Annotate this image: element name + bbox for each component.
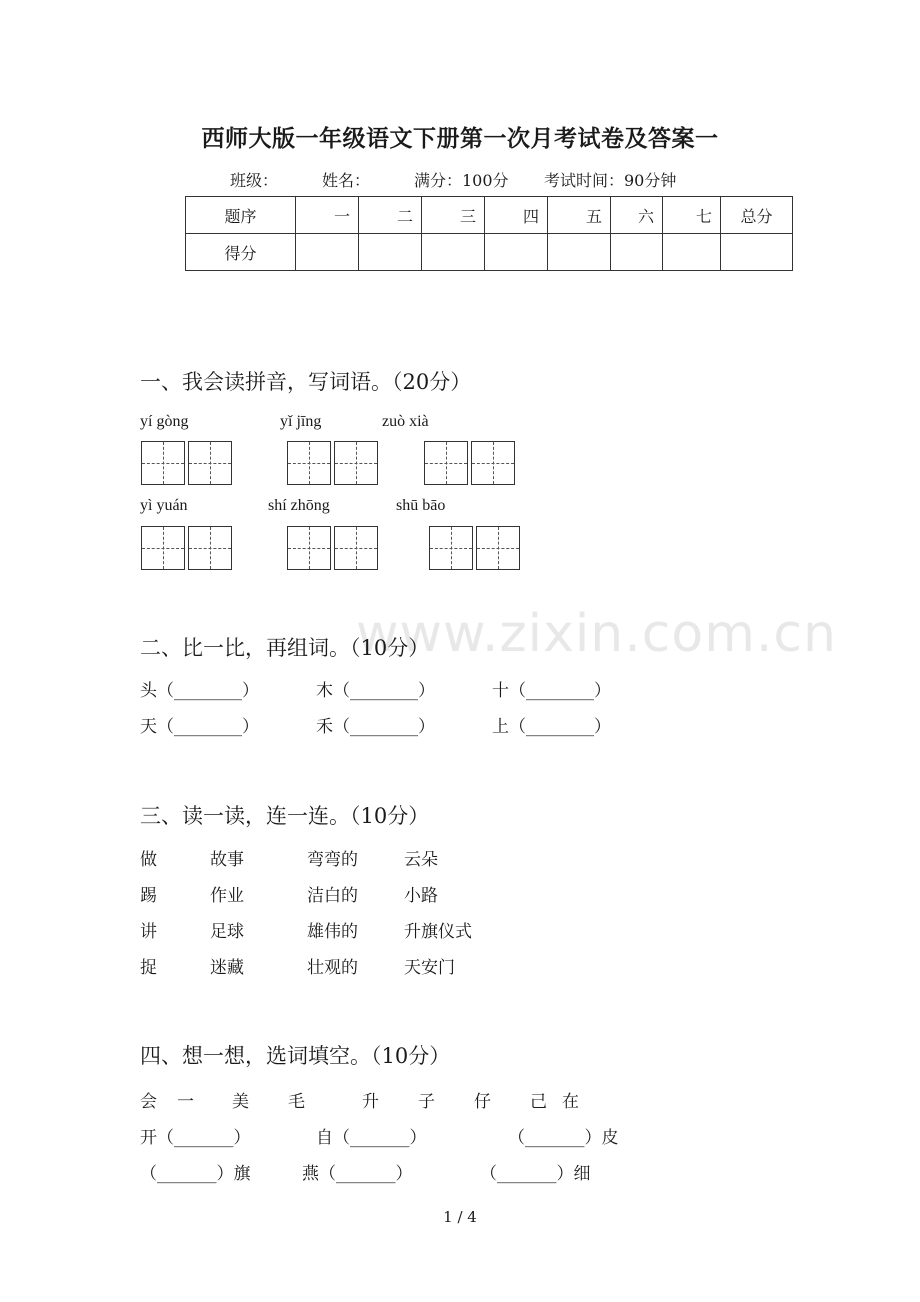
- class-label: 班级：: [230, 171, 279, 190]
- watermark: www.zixin.com.cn: [356, 604, 837, 664]
- pinyin-3: zuò xià: [382, 413, 429, 430]
- score-cell[interactable]: [485, 234, 548, 271]
- header-cell: 一: [296, 197, 359, 234]
- full-score: 满分：100分: [414, 171, 509, 190]
- fill-item[interactable]: 燕（_______）: [302, 1164, 413, 1184]
- writing-grid[interactable]: [188, 441, 232, 485]
- match-word[interactable]: 小路: [404, 886, 438, 906]
- header-cell: 四: [485, 197, 548, 234]
- match-word[interactable]: 云朵: [404, 850, 438, 870]
- name-label: 姓名：: [322, 171, 371, 190]
- writing-grid[interactable]: [141, 441, 185, 485]
- word-choice: 美: [232, 1092, 249, 1112]
- match-word[interactable]: 雄伟的: [307, 922, 358, 942]
- word-choice: 升: [362, 1092, 379, 1112]
- match-word[interactable]: 弯弯的: [307, 850, 358, 870]
- score-cell[interactable]: [422, 234, 485, 271]
- writing-grid[interactable]: [334, 526, 378, 570]
- pinyin-1: yí gòng: [140, 413, 189, 430]
- score-cell[interactable]: [359, 234, 422, 271]
- match-word[interactable]: 作业: [210, 886, 244, 906]
- match-word[interactable]: 捉: [140, 958, 157, 978]
- section4-heading: 四、想一想，选词填空。（10分）: [140, 1044, 451, 1068]
- match-word[interactable]: 洁白的: [307, 886, 358, 906]
- pinyin-5: shí zhōng: [268, 497, 330, 514]
- writing-grid[interactable]: [188, 526, 232, 570]
- compare-item[interactable]: 头（________）: [140, 681, 259, 701]
- match-word[interactable]: 讲: [140, 922, 157, 942]
- score-cell[interactable]: [548, 234, 611, 271]
- page-title: 西师大版一年级语文下册第一次月考试卷及答案一: [201, 125, 719, 152]
- score-cell[interactable]: [663, 234, 721, 271]
- pinyin-2: yǐ jīng: [280, 413, 322, 430]
- row-label: 得分: [186, 234, 296, 271]
- exam-time: 考试时间：90分钟: [544, 171, 677, 190]
- score-cell[interactable]: [296, 234, 359, 271]
- fill-item[interactable]: （_______）皮: [508, 1128, 619, 1148]
- compare-item[interactable]: 禾（________）: [316, 717, 435, 737]
- compare-item[interactable]: 木（________）: [316, 681, 435, 701]
- fill-item[interactable]: （_______）细: [480, 1164, 591, 1184]
- fill-item[interactable]: 开（_______）: [140, 1128, 251, 1148]
- pinyin-4: yì yuán: [140, 497, 188, 514]
- score-row: [186, 234, 793, 271]
- compare-item[interactable]: 天（________）: [140, 717, 259, 737]
- header-cell: 六: [611, 197, 663, 234]
- match-word[interactable]: 做: [140, 850, 157, 870]
- word-choice: 会: [140, 1092, 157, 1112]
- header-cell: 七: [663, 197, 721, 234]
- score-table: [185, 196, 793, 271]
- section1-heading: 一、我会读拼音，写词语。（20分）: [140, 370, 472, 394]
- compare-item[interactable]: 十（________）: [492, 681, 611, 701]
- match-word[interactable]: 升旗仪式: [404, 922, 472, 942]
- page-number: 1 / 4: [443, 1208, 477, 1226]
- word-choice: 仔: [474, 1092, 491, 1112]
- header-cell: 题序: [186, 197, 296, 234]
- writing-grid[interactable]: [334, 441, 378, 485]
- match-word[interactable]: 天安门: [404, 958, 455, 978]
- match-word[interactable]: 迷藏: [210, 958, 244, 978]
- writing-grid[interactable]: [424, 441, 468, 485]
- writing-grid[interactable]: [429, 526, 473, 570]
- writing-grid[interactable]: [287, 441, 331, 485]
- section3-heading: 三、读一读，连一连。（10分）: [140, 804, 430, 828]
- match-word[interactable]: 壮观的: [307, 958, 358, 978]
- writing-grid[interactable]: [476, 526, 520, 570]
- header-cell: 五: [548, 197, 611, 234]
- match-word[interactable]: 踢: [140, 886, 157, 906]
- score-cell[interactable]: [721, 234, 793, 271]
- score-cell[interactable]: [611, 234, 663, 271]
- pinyin-6: shū bāo: [396, 497, 446, 514]
- header-cell: 总分: [721, 197, 793, 234]
- word-choice: 一: [177, 1092, 194, 1112]
- writing-grid[interactable]: [287, 526, 331, 570]
- fill-item[interactable]: 自（_______）: [316, 1128, 427, 1148]
- score-header-row: [186, 197, 793, 234]
- compare-item[interactable]: 上（________）: [492, 717, 611, 737]
- match-word[interactable]: 足球: [210, 922, 244, 942]
- writing-grid[interactable]: [471, 441, 515, 485]
- header-cell: 三: [422, 197, 485, 234]
- word-choice: 在: [562, 1092, 579, 1112]
- header-cell: 二: [359, 197, 422, 234]
- word-choice: 己: [530, 1092, 547, 1112]
- word-choice: 子: [418, 1092, 435, 1112]
- fill-item[interactable]: （_______）旗: [140, 1164, 251, 1184]
- writing-grid[interactable]: [141, 526, 185, 570]
- section2-heading: 二、比一比，再组词。（10分）: [140, 636, 430, 660]
- match-word[interactable]: 故事: [210, 850, 244, 870]
- word-choice: 毛: [288, 1092, 305, 1112]
